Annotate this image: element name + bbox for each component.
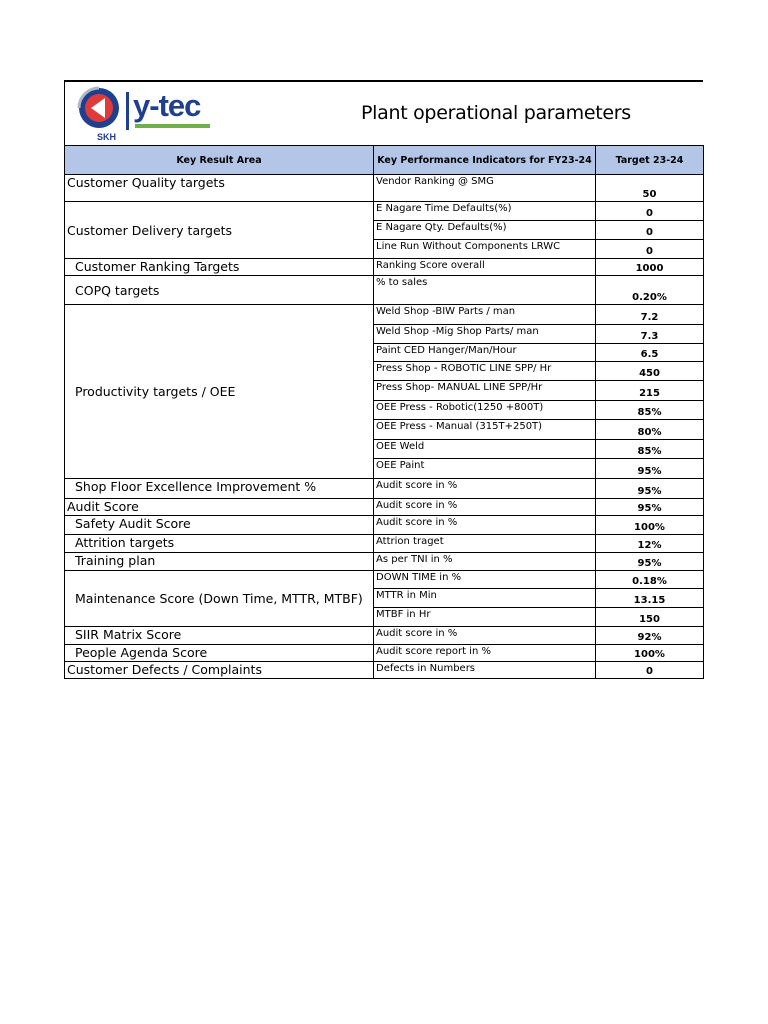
target-cell: 0.18% [596,571,704,589]
kpi-cell: MTBF in Hr [374,608,596,627]
kpi-cell: Defects in Numbers [374,662,596,679]
kra-cell: Customer Delivery targets [65,202,374,259]
target-cell: 80% [596,420,704,440]
kra-cell: Training plan [65,553,374,571]
kpi-cell: MTTR in Min [374,589,596,608]
kpi-table-body [65,175,704,679]
header-bar [64,80,703,145]
col-header-target: Target 23-24 [596,146,704,175]
target-cell: 450 [596,362,704,381]
kra-cell: Audit Score [65,499,374,516]
kpi-cell: E Nagare Time Defaults(%) [374,202,596,221]
kpi-cell: Weld Shop -BIW Parts / man [374,305,596,325]
table-row [65,553,704,571]
target-cell: 95% [596,479,704,499]
kpi-cell: E Nagare Qty. Defaults(%) [374,221,596,240]
table-row [65,645,704,662]
table-row [65,627,704,645]
kra-cell: Productivity targets / OEE [65,305,374,479]
target-cell: 12% [596,535,704,553]
kpi-cell: Attrion traget [374,535,596,553]
table-row [65,571,704,589]
spreadsheet [64,80,703,679]
kpi-cell: Press Shop- MANUAL LINE SPP/Hr [374,381,596,401]
col-header-kpi: Key Performance Indicators for FY23-24 [374,146,596,175]
target-cell: 0 [596,221,704,240]
table-header-row [65,146,704,175]
kra-cell: Attrition targets [65,535,374,553]
kpi-cell: OEE Press - Robotic(1250 +800T) [374,401,596,420]
kra-cell: Customer Quality targets [65,175,374,202]
kra-cell: People Agenda Score [65,645,374,662]
kra-cell: Safety Audit Score [65,516,374,535]
table-row [65,662,704,679]
table-row [65,516,704,535]
kpi-cell: % to sales [374,276,596,305]
page-title: Plant operational parameters [361,102,631,124]
logo-brand: y-tec [133,88,201,123]
kra-cell: Customer Ranking Targets [65,259,374,276]
kpi-cell: Paint CED Hanger/Man/Hour [374,344,596,362]
kra-cell: COPQ targets [65,276,374,305]
kpi-cell: Audit score in % [374,499,596,516]
kpi-cell: Line Run Without Components LRWC [374,240,596,259]
target-cell: 85% [596,440,704,459]
target-cell: 0.20% [596,276,704,305]
target-cell: 95% [596,553,704,571]
table-row [65,202,704,221]
kra-cell: Maintenance Score (Down Time, MTTR, MTBF) [65,571,374,627]
target-cell: 92% [596,627,704,645]
table-row [65,259,704,276]
target-cell: 150 [596,608,704,627]
kpi-cell: Press Shop - ROBOTIC LINE SPP/ Hr [374,362,596,381]
target-cell: 50 [596,175,704,202]
kpi-cell: Audit score report in % [374,645,596,662]
target-cell: 100% [596,516,704,535]
target-cell: 0 [596,662,704,679]
table-row [65,305,704,325]
kpi-table [64,145,704,679]
kpi-cell: Audit score in % [374,516,596,535]
kpi-cell: Ranking Score overall [374,259,596,276]
target-cell: 100% [596,645,704,662]
kra-cell: SIIR Matrix Score [65,627,374,645]
table-row [65,535,704,553]
target-cell: 0 [596,202,704,221]
target-cell: 7.2 [596,305,704,325]
kpi-cell: Vendor Ranking @ SMG [374,175,596,202]
kpi-cell: Weld Shop -Mig Shop Parts/ man [374,325,596,344]
logo-underline [135,124,210,128]
table-row [65,499,704,516]
target-cell: 13.15 [596,589,704,608]
table-row [65,479,704,499]
kpi-cell: DOWN TIME in % [374,571,596,589]
table-row [65,276,704,305]
kra-cell: Shop Floor Excellence Improvement % [65,479,374,499]
kpi-cell: Audit score in % [374,479,596,499]
target-cell: 215 [596,381,704,401]
kpi-cell: OEE Press - Manual (315T+250T) [374,420,596,440]
target-cell: 6.5 [596,344,704,362]
logo-divider [126,92,129,130]
logo-sub: SKH [97,132,117,142]
company-logo [75,86,205,144]
kra-cell: Customer Defects / Complaints [65,662,374,679]
target-cell: 0 [596,240,704,259]
kpi-cell: OEE Weld [374,440,596,459]
logo-emblem-icon [75,86,125,132]
target-cell: 85% [596,401,704,420]
kpi-cell: As per TNI in % [374,553,596,571]
col-header-kra: Key Result Area [65,146,374,175]
target-cell: 95% [596,499,704,516]
kpi-cell: Audit score in % [374,627,596,645]
target-cell: 95% [596,459,704,479]
target-cell: 7.3 [596,325,704,344]
table-row [65,175,704,202]
kpi-cell: OEE Paint [374,459,596,479]
target-cell: 1000 [596,259,704,276]
